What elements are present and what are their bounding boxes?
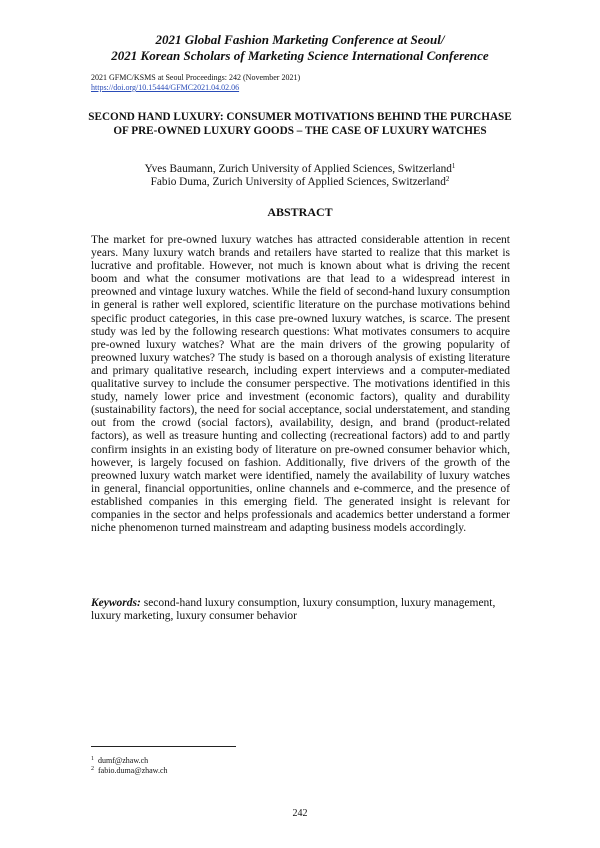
author-2 xyxy=(0,176,600,189)
page-number: 242 xyxy=(292,808,308,819)
footnote-1-mark: 1 xyxy=(91,756,94,762)
proceedings-citation: 2021 GFMC/KSMS at Seoul Proceedings: 242 (November 2021) xyxy=(91,73,301,82)
doi-link[interactable]: https://doi.org/10.15444/GFMC2021.04.02.06 xyxy=(91,83,240,92)
conference-header-line-1: 2021 Global Fashion Marketing Conference at Seoul/ xyxy=(155,32,445,47)
conference-header xyxy=(0,32,600,64)
proceedings-meta xyxy=(91,73,300,93)
footnote-2-mark: 2 xyxy=(91,766,94,772)
footnote-divider xyxy=(91,746,236,747)
author-list xyxy=(0,163,600,189)
footnote-2 xyxy=(91,766,168,776)
footnotes xyxy=(91,756,168,776)
author-1-affiliation: Yves Baumann, Zurich University of Applied Sciences, Switzerland xyxy=(144,163,452,175)
keywords-label: Keywords: xyxy=(91,597,141,609)
footnote-1-email: dumf@zhaw.ch xyxy=(98,756,149,765)
author-2-footnote-mark: 2 xyxy=(445,175,450,183)
footnote-2-email: fabio.duma@zhaw.ch xyxy=(98,766,168,775)
footnote-1 xyxy=(91,756,168,766)
keywords-text: second-hand luxury consumption, luxury consumption, luxury management, luxury marketing, luxury consumer behavior xyxy=(91,597,496,623)
conference-header-line-2: 2021 Korean Scholars of Marketing Science International Conference xyxy=(111,48,489,63)
author-1-footnote-mark: 1 xyxy=(451,162,456,170)
abstract-body: The market for pre-owned luxury watches has attracted considerable attention in recent years. Many luxury watch brands and retailers have started to realize that this market is lucrative and profitable. However, not much is known about what is driving the recent boom and what the consumer motivations are that lead to a widespread interest in preowned and vintage luxury watches. While the field of second-hand luxury consumption in general is rather well explored, scientific literature on the purchase motivations behind specific product categories, in this case pre-owned luxury watches, is scarce. The present study was led by the following research questions: What motivates consumers to acquire pre-owned luxury watches? What are the main drivers of the growing popularity of preowned luxury watches? The study is based on a thorough analysis of existing literature and primary qualitative research, including expert interviews and a computer-mediated qualitative survey to include the consumer perspective. The motivations identified in this study, namely lower price and investment (economic factors), quality and durability (sustainability factors), the need for social acceptance, social understatement, and standing out from the crowd (social factors), availability, design, and brand (product-related factors), as well as treasure hunting and collecting (recreational factors) add to and partly confirm insights in an existing body of literature on pre-owned consumer behavior which, however, is largely focused on fashion. Additionally, five drivers of the growth of the preowned luxury watch market were identified, namely the availability of luxury watches in general, financial opportunities, online channels and e-commerce, and the presence of established companies in this emerging field. The generated insight is relevant for companies in the sector and helps professionals and academics better understand a former niche phenomenon turned mainstream and adapting business models accordingly. xyxy=(91,234,510,535)
abstract-heading: ABSTRACT xyxy=(267,205,333,219)
author-1 xyxy=(0,163,600,176)
author-2-affiliation: Fabio Duma, Zurich University of Applied Sciences, Switzerland xyxy=(150,176,446,188)
keywords xyxy=(91,597,510,623)
paper-title: SECOND HAND LUXURY: CONSUMER MOTIVATIONS BEHIND THE PURCHASE OF PRE-OWNED LUXURY GOODS – THE CASE OF LUXURY WATCHES xyxy=(88,111,512,137)
